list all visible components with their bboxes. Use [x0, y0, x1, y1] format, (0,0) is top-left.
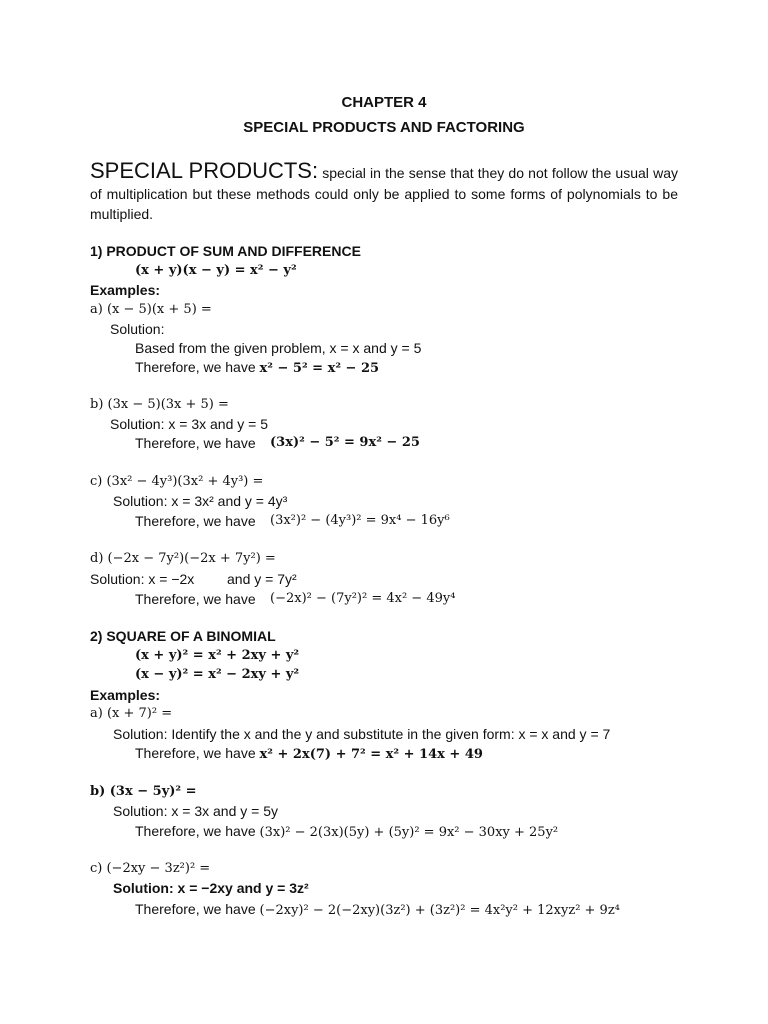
example-2c-result: (−2xy)² − 2(−2xy)(3z²) + (3z²)² = 4x²y² + 12xyz² + 9z⁴ — [259, 903, 620, 918]
example-2b-line2: Therefore, we have (3x)² − 2(3x)(5y) + (5y)² = 9x² − 30xy + 25y² — [135, 823, 559, 840]
example-2a-result: x² + 2x(7) + 7² = x² + 14x + 49 — [259, 747, 483, 762]
example-2b-result: (3x)² − 2(3x)(5y) + (5y)² = 9x² − 30xy + 25y² — [259, 825, 559, 840]
section-1-heading: 1) PRODUCT OF SUM AND DIFFERENCE — [90, 243, 361, 259]
chapter-title: SPECIAL PRODUCTS AND FACTORING — [243, 119, 525, 136]
example-1b-solution: Solution: x = 3x and y = 5 — [110, 416, 268, 432]
example-2c-line2: Therefore, we have (−2xy)² − 2(−2xy)(3z²) + (3z²)² = 4x²y² + 12xyz² + 9z⁴ — [135, 901, 620, 918]
example-2b-problem: b) (3x − 5y)² = — [90, 784, 197, 799]
intro-text: special in the sense that they do not follow the usual way of multiplication but these methods could only be applied to some forms of polynomials to be multiplied. — [90, 165, 678, 222]
example-1b-line2-text: Therefore, we have — [135, 435, 256, 451]
example-1a-solution-label: Solution: — [110, 321, 165, 337]
section-2-formula-2: (x − y)² = x² − 2xy + y² — [135, 667, 300, 682]
example-1d-line2-text: Therefore, we have — [135, 591, 256, 607]
section-1-formula: (x + y)(x − y) = x² − y² — [135, 263, 297, 278]
example-2c-solution: Solution: x = −2xy and y = 3z² — [113, 880, 309, 896]
section-2-examples-label: Examples: — [90, 687, 161, 703]
example-2a-problem: a) (x + 7)² = — [90, 706, 173, 721]
example-1a-line1: Based from the given problem, x = x and y = 5 — [135, 340, 422, 356]
example-2a-line2: Therefore, we have x² + 2x(7) + 7² = x² + 14x + 49 — [135, 745, 483, 762]
example-1c-solution: Solution: x = 3x² and y = 4y³ — [113, 493, 288, 509]
example-1d-solution-b: and y = 7y² — [227, 571, 297, 587]
example-2b-solution: Solution: x = 3x and y = 5y — [113, 803, 278, 819]
example-1a-line2: Therefore, we have x² − 5² = x² − 25 — [135, 359, 380, 376]
example-2c-problem: c) (−2xy − 3z²)² = — [90, 861, 211, 876]
example-1d-problem: d) (−2x − 7y²)(−2x + 7y²) = — [90, 551, 276, 566]
example-1b-result: (3x)² − 5² = 9x² − 25 — [270, 435, 420, 450]
intro-paragraph — [90, 158, 678, 224]
example-1c-result: (3x²)² − (4y³)² = 9x⁴ − 16y⁶ — [270, 513, 450, 528]
example-1d-result: (−2x)² − (7y²)² = 4x² − 49y⁴ — [270, 591, 456, 606]
example-1a-problem: a) (x − 5)(x + 5) = — [90, 302, 212, 317]
section-2-heading: 2) SQUARE OF A BINOMIAL — [90, 628, 276, 644]
section-1-examples-label: Examples: — [90, 282, 161, 298]
intro-heading: SPECIAL PRODUCTS: — [90, 158, 319, 183]
example-2a-solution: Solution: Identify the x and the y and substitute in the given form: x = x and y = 7 — [113, 726, 611, 742]
example-1c-line2-text: Therefore, we have — [135, 513, 256, 529]
example-1a-result: x² − 5² = x² − 25 — [259, 361, 380, 376]
example-1c-problem: c) (3x² − 4y³)(3x² + 4y³) = — [90, 474, 264, 489]
example-1b-problem: b) (3x − 5)(3x + 5) = — [90, 397, 229, 412]
chapter-label: CHAPTER 4 — [341, 94, 427, 111]
section-2-formula-1: (x + y)² = x² + 2xy + y² — [135, 648, 300, 663]
example-1d-solution-a: Solution: x = −2x — [90, 571, 195, 587]
